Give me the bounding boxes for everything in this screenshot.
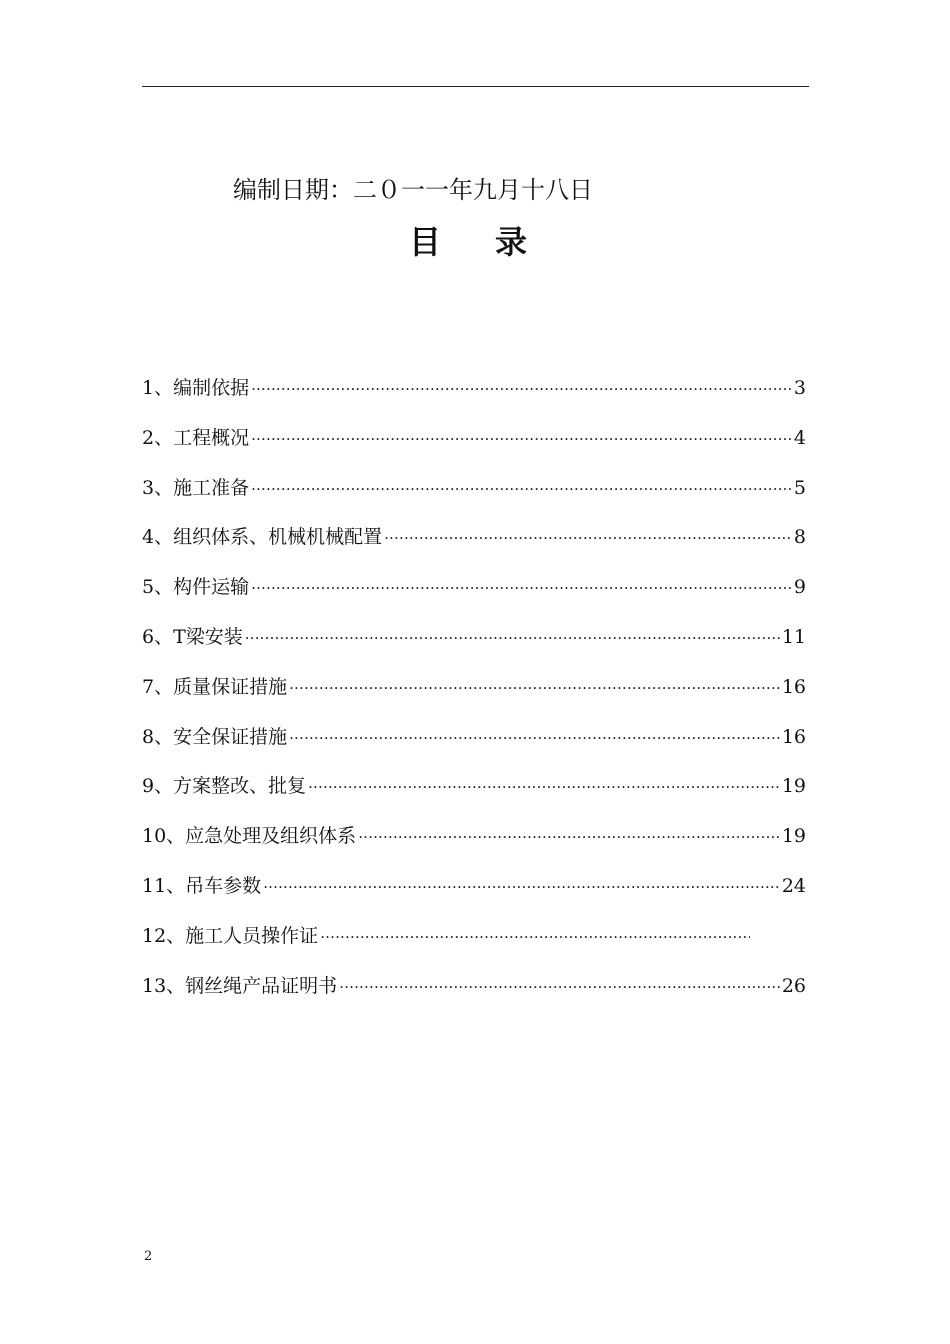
toc-entry-11	[142, 868, 806, 918]
toc-entry-page: 26	[781, 974, 806, 997]
toc-leader-dots	[358, 819, 780, 855]
toc-entry-3	[142, 470, 806, 520]
table-of-contents	[142, 370, 806, 1017]
toc-title: 目录	[408, 223, 581, 261]
toc-entry-page: 4	[793, 426, 806, 449]
toc-leader-dots	[251, 471, 792, 507]
toc-entry-page: 9	[793, 576, 806, 599]
toc-entry-label: 4、组织体系、机械机械配置	[142, 526, 383, 549]
toc-entry-label: 11、吊车参数	[142, 874, 262, 897]
toc-entry-page: 16	[781, 725, 806, 748]
toc-leader-dots	[251, 371, 792, 407]
toc-entry-label: 5、构件运输	[142, 576, 250, 599]
toc-entry-label: 2、工程概况	[142, 426, 250, 449]
toc-entry-label: 12、施工人员操作证	[142, 924, 319, 947]
toc-leader-dots	[251, 421, 792, 457]
toc-leader-dots	[251, 570, 792, 606]
toc-leader-dots	[308, 769, 780, 805]
toc-entry-7	[142, 669, 806, 719]
toc-leader-dots	[289, 720, 780, 756]
toc-entry-page: 5	[793, 476, 806, 499]
toc-entry-label: 10、应急处理及组织体系	[142, 825, 357, 848]
header-rule	[142, 86, 809, 87]
toc-entry-6	[142, 619, 806, 669]
toc-entry-5	[142, 569, 806, 619]
toc-entry-9	[142, 768, 806, 818]
toc-entry-8	[142, 719, 806, 769]
toc-entry-10	[142, 818, 806, 868]
toc-entry-page: 24	[781, 874, 806, 897]
toc-entry-page: 19	[781, 775, 806, 798]
toc-entry-label: 7、质量保证措施	[142, 675, 288, 698]
toc-leader-dots	[339, 969, 780, 1005]
toc-entry-label: 3、施工准备	[142, 476, 250, 499]
toc-entry-1	[142, 370, 806, 420]
toc-leader-dots	[245, 620, 780, 656]
toc-entry-label: 6、T梁安装	[142, 625, 243, 648]
toc-entry-12	[142, 918, 762, 968]
toc-entry-page: 8	[793, 526, 806, 549]
page-number: 2	[144, 1249, 153, 1264]
toc-entry-page: 16	[781, 675, 806, 698]
toc-entry-13	[142, 968, 806, 1018]
toc-leader-dots	[384, 520, 792, 556]
toc-entry-page: 11	[781, 625, 806, 648]
compile-date: 编制日期：二０一一年九月十八日	[233, 176, 593, 204]
toc-entry-label: 9、方案整改、批复	[142, 775, 307, 798]
toc-entry-page: 19	[781, 825, 806, 848]
toc-entry-2	[142, 420, 806, 470]
toc-entry-label: 13、钢丝绳产品证明书	[142, 974, 338, 997]
toc-leader-dots	[289, 670, 780, 706]
toc-leader-dots	[320, 919, 750, 955]
toc-entry-label: 1、编制依据	[142, 377, 250, 399]
toc-entry-page: 3	[793, 377, 806, 399]
toc-entry-label: 8、安全保证措施	[142, 725, 288, 748]
toc-entry-4	[142, 519, 806, 569]
toc-leader-dots	[263, 869, 780, 905]
